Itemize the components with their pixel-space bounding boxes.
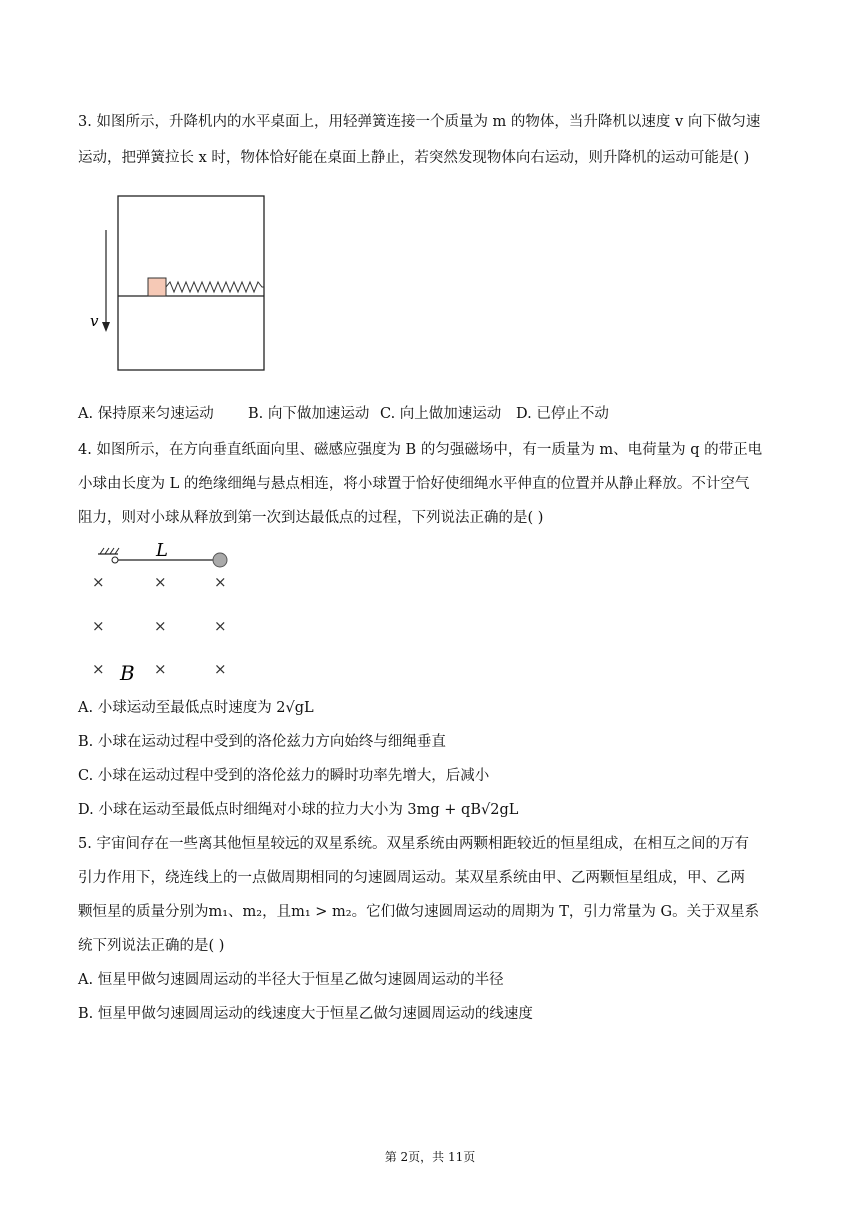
svg-text:×: × <box>214 617 227 635</box>
q5-text-line3: 颗恒星的质量分别为m₁、m₂，且m₁ > m₂。它们做匀速圆周运动的周期为 T，引力常量为 G。关于双星系 <box>78 904 760 920</box>
q3-option-b: B. 向下做加速运动 <box>248 406 370 422</box>
charged-ball <box>213 553 227 567</box>
q5-text-line4: 统下列说法正确的是( ) <box>78 938 225 954</box>
q4-option-c: C. 小球在运动过程中受到的洛伦兹力的瞬时功率先增大，后减小 <box>78 768 490 784</box>
hatch-marks <box>100 548 119 554</box>
pivot-point <box>112 557 118 563</box>
svg-text:×: × <box>154 617 167 635</box>
q3-option-c: C. 向上做加速运动 <box>380 406 502 422</box>
block-mass <box>148 278 166 296</box>
svg-text:×: × <box>214 573 227 591</box>
velocity-label: v <box>90 312 99 330</box>
q3-elevator-figure <box>84 190 274 376</box>
q3-text-line2: 运动，把弹簧拉长 x 时，物体恰好能在桌面上静止，若突然发现物体向右运动，则升降机的运动可能是( ) <box>78 150 750 166</box>
q3-text-line1: 3. 如图所示，升降机内的水平桌面上，用轻弹簧连接一个质量为 m 的物体，当升降机以速度 v 向下做匀速 <box>78 114 761 130</box>
spring <box>166 282 264 292</box>
q4-option-b: B. 小球在运动过程中受到的洛伦兹力方向始终与细绳垂直 <box>78 734 446 750</box>
q3-option-d: D. 已停止不动 <box>516 406 609 422</box>
field-label: B <box>120 661 135 685</box>
q3-option-a: A. 保持原来匀速运动 <box>78 406 214 422</box>
page-footer: 第 2页，共 11页 <box>384 1150 476 1164</box>
q5-text-line1: 5. 宇宙间存在一些离其他恒星较远的双星系统。双星系统由两颗相距较近的恒星组成，在相互之间的万有 <box>78 836 749 852</box>
svg-text:×: × <box>214 660 227 678</box>
q4-option-d: D. 小球在运动至最低点时细绳对小球的拉力大小为 3mg + qB√2gL <box>78 802 519 818</box>
q5-option-a: A. 恒星甲做匀速圆周运动的半径大于恒星乙做匀速圆周运动的半径 <box>78 972 504 988</box>
svg-text:×: × <box>154 573 167 591</box>
svg-text:×: × <box>92 660 105 678</box>
q4-text-line1: 4. 如图所示，在方向垂直纸面向里、磁感应强度为 B 的匀强磁场中，有一质量为 m、电荷量为 q 的带正电 <box>78 442 763 458</box>
arrow-head-icon <box>102 322 110 332</box>
svg-text:×: × <box>92 617 105 635</box>
q4-option-a: A. 小球运动至最低点时速度为 2√gL <box>78 700 314 716</box>
q4-magnetic-field-figure <box>88 540 248 686</box>
q5-text-line2: 引力作用下，绕连线上的一点做周期相同的匀速圆周运动。某双星系统由甲、乙两颗恒星组成，甲、乙两 <box>78 870 745 886</box>
length-label: L <box>156 540 168 561</box>
field-crosses <box>92 573 227 678</box>
q4-text-line3: 阻力，则对小球从释放到第一次到达最低点的过程，下列说法正确的是( ) <box>78 510 544 526</box>
svg-text:×: × <box>154 660 167 678</box>
q4-text-line2: 小球由长度为 L 的绝缘细绳与悬点相连，将小球置于恰好使细绳水平伸直的位置并从静止释放。不计空气 <box>78 476 750 492</box>
q5-option-b: B. 恒星甲做匀速圆周运动的线速度大于恒星乙做匀速圆周运动的线速度 <box>78 1006 533 1022</box>
svg-text:×: × <box>92 573 105 591</box>
q3-options <box>78 404 609 424</box>
